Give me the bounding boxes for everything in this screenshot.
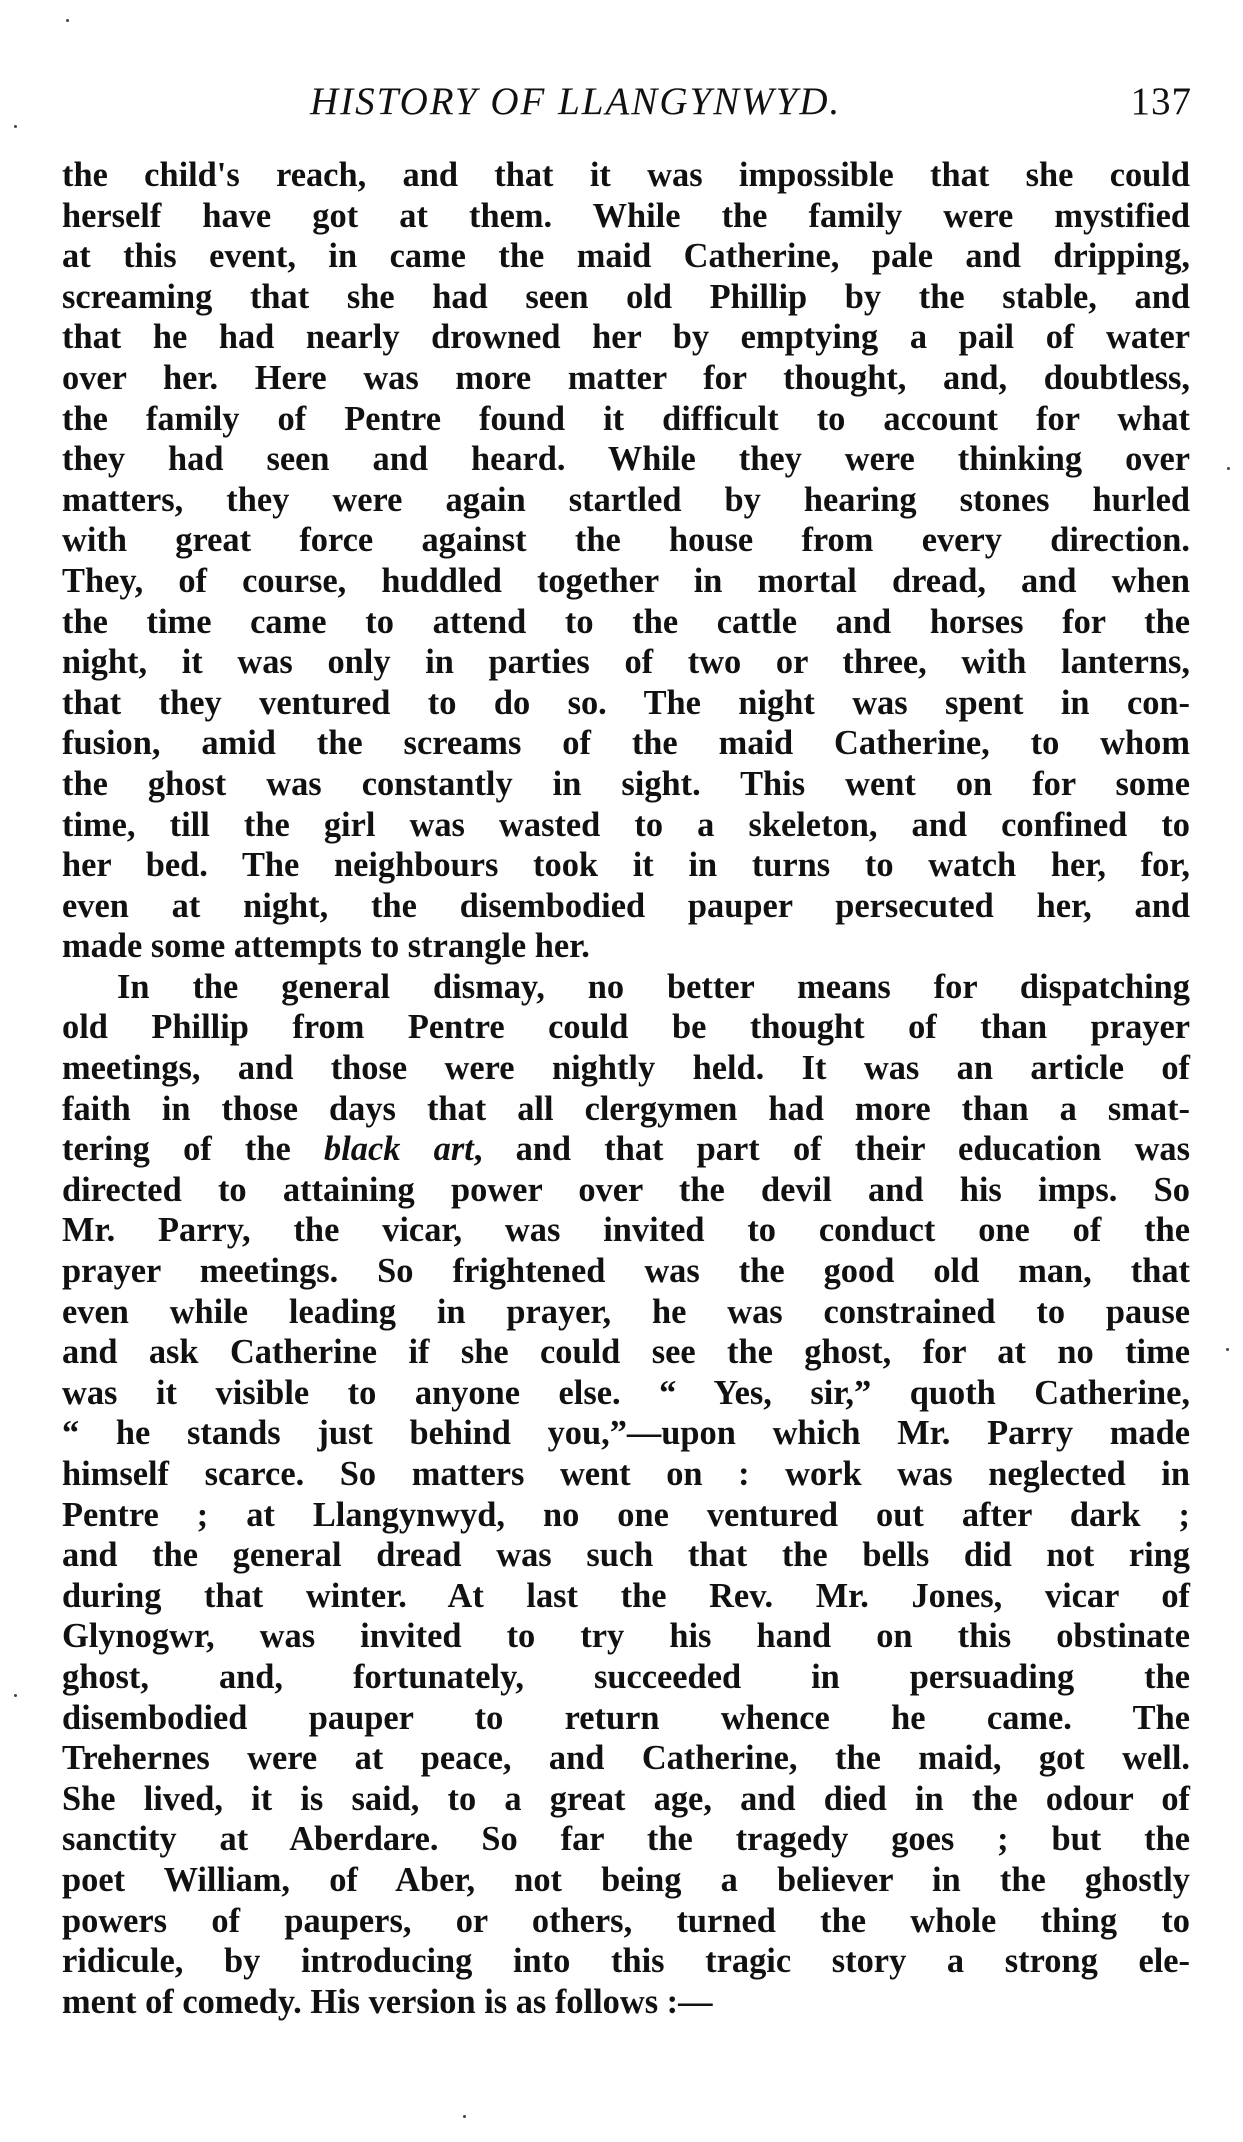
text-line: prayer meetings. So frightened was the good old man, that xyxy=(62,1252,1190,1291)
text-line: directed to attaining power over the devil and his imps. So xyxy=(62,1170,1190,1209)
text-line: old Phillip from Pentre could be thought of than prayer xyxy=(62,1008,1190,1047)
text-line: sanctity at Aberdare. So far the tragedy goes ; but the xyxy=(62,1820,1190,1859)
text-line: poet William, of Aber, not being a believer in the ghostly xyxy=(62,1860,1190,1899)
text-line: even at night, the disembodied pauper persecuted her, and xyxy=(62,886,1190,925)
text-line: ment of comedy. His version is as follows :— xyxy=(62,1982,713,2021)
text-line: Glynogwr, was invited to try his hand on this obstinate xyxy=(62,1617,1190,1656)
text-line: disembodied pauper to return whence he came. The xyxy=(62,1698,1190,1737)
text-line: with great force against the house from every direction. xyxy=(62,521,1190,560)
page-number: 137 xyxy=(1130,80,1192,123)
text-line: screaming that she had seen old Phillip by the stable, and xyxy=(62,277,1190,316)
text-line: that he had nearly drowned her by emptying a pail of water xyxy=(62,318,1190,357)
paragraph xyxy=(62,155,1190,967)
text-line: night, it was only in parties of two or three, with lanterns, xyxy=(62,643,1190,682)
print-speck xyxy=(14,1694,17,1697)
text-line: herself have got at them. While the family were mystified xyxy=(62,196,1190,235)
print-speck xyxy=(66,19,69,22)
text-line: She lived, it is said, to a great age, and died in the odour of xyxy=(62,1779,1190,1818)
text-line: the child's reach, and that it was impossible that she could xyxy=(62,156,1190,194)
running-head xyxy=(62,72,1192,132)
text-line: fusion, amid the screams of the maid Catherine, to whom xyxy=(62,724,1190,763)
text-line: and ask Catherine if she could see the ghost, for at no time xyxy=(62,1333,1190,1372)
print-speck xyxy=(1226,1348,1229,1351)
text-line: the time came to attend to the cattle and horses for the xyxy=(62,602,1190,641)
text-line: himself scarce. So matters went on : work was neglected in xyxy=(62,1455,1190,1493)
text-line: matters, they were again startled by hearing stones hurled xyxy=(62,480,1190,519)
print-speck xyxy=(14,125,17,128)
print-speck xyxy=(1227,467,1230,470)
print-speck xyxy=(463,2115,466,2118)
text-line: meetings, and those were nightly held. It was an article of xyxy=(62,1049,1190,1088)
body-text xyxy=(62,155,1190,2022)
text-line: time, till the girl was wasted to a skeleton, and confined to xyxy=(62,805,1190,844)
text-line: was it visible to anyone else. “ Yes, sir,” quoth Catherine, xyxy=(62,1373,1190,1412)
text-line: powers of paupers, or others, turned the whole thing to xyxy=(62,1901,1190,1940)
italic-phrase: black art xyxy=(324,1130,474,1169)
text-line: made some attempts to strangle her. xyxy=(62,927,590,966)
text-line: Mr. Parry, the vicar, was invited to conduct one of the xyxy=(62,1211,1190,1250)
running-title: HISTORY OF LLANGYNWYD. xyxy=(310,80,842,123)
paragraph xyxy=(62,967,1190,2022)
text-line: her bed. The neighbours took it in turns to watch her, for, xyxy=(62,846,1190,885)
text-line: the family of Pentre found it difficult to account for what xyxy=(62,399,1190,438)
text-line: faith in those days that all clergymen had more than a smat- xyxy=(62,1089,1190,1128)
text-line: Trehernes were at peace, and Catherine, the maid, got well. xyxy=(62,1739,1190,1778)
text-line: In the general dismay, no better means for dispatching xyxy=(117,967,1190,1006)
text-line: during that winter. At last the Rev. Mr. Jones, vicar of xyxy=(62,1576,1190,1615)
text-line: the ghost was constantly in sight. This went on for some xyxy=(62,764,1190,803)
text-line: ghost, and, fortunately, succeeded in persuading the xyxy=(62,1657,1190,1696)
text-line: tering of the black art, and that part of their education was xyxy=(62,1130,1190,1169)
text-line: even while leading in prayer, he was constrained to pause xyxy=(62,1292,1190,1331)
text-line: and the general dread was such that the bells did not ring xyxy=(62,1536,1190,1575)
text-line: over her. Here was more matter for thought, and, doubtless, xyxy=(62,358,1190,397)
text-line: ridicule, by introducing into this tragic story a strong ele- xyxy=(62,1942,1190,1981)
text-line: they had seen and heard. While they were thinking over xyxy=(62,440,1190,479)
text-line: They, of course, huddled together in mortal dread, and when xyxy=(62,561,1190,600)
text-line: “ he stands just behind you,”—upon which Mr. Parry made xyxy=(62,1414,1190,1453)
text-line: at this event, in came the maid Catherine, pale and dripping, xyxy=(62,237,1190,276)
text-line: that they ventured to do so. The night was spent in con- xyxy=(62,683,1190,722)
text-line: Pentre ; at Llangynwyd, no one ventured out after dark ; xyxy=(62,1495,1190,1534)
